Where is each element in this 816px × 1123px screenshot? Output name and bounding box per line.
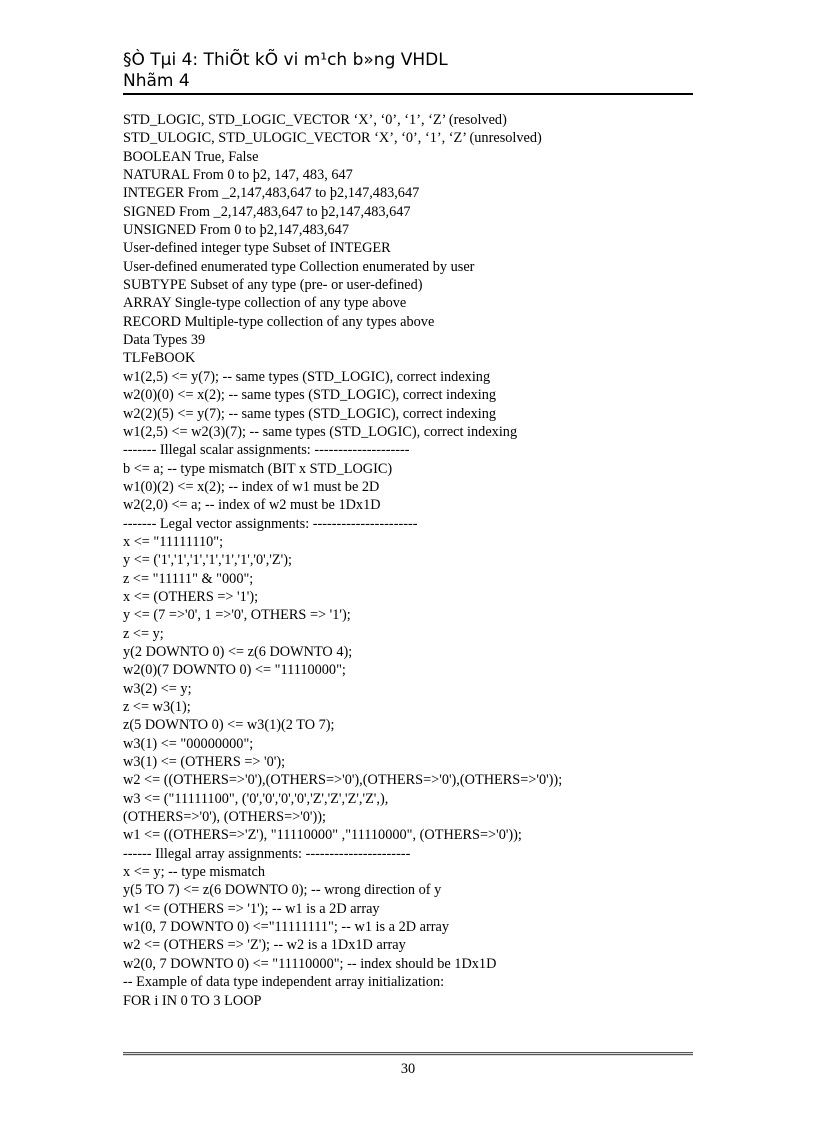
page-number: 30 bbox=[400, 1061, 416, 1077]
text-line: STD_LOGIC, STD_LOGIC_VECTOR ‘X’, ‘0’, ‘1’, ‘Z’ (resolved) bbox=[123, 112, 507, 128]
text-line: SIGNED From _2,147,483,647 to þ2,147,483,647 bbox=[123, 203, 411, 220]
text-line: w3(1) <= "00000000"; bbox=[123, 735, 254, 752]
footer-divider bbox=[123, 1052, 693, 1056]
text-line: NATURAL From 0 to þ2, 147, 483, 647 bbox=[123, 167, 353, 184]
text-line: w2(2)(5) <= y(7); -- same types (STD_LOGIC), correct indexing bbox=[123, 405, 497, 422]
text-line: y <= (7 =>'0', 1 =>'0', OTHERS => '1'); bbox=[123, 607, 351, 624]
text-line: User-defined integer type Subset of INTEGER bbox=[123, 240, 391, 257]
text-line: w3(1) <= (OTHERS => '0'); bbox=[123, 754, 286, 771]
text-line: z <= y; bbox=[123, 625, 164, 642]
text-line: -- Example of data type independent array initialization: bbox=[123, 974, 445, 991]
text-line: y <= ('1','1','1','1','1','1','0','Z'); bbox=[123, 552, 292, 569]
text-line: w1 <= (OTHERS => '1'); -- w1 is a 2D array bbox=[123, 900, 380, 917]
text-line: w1(2,5) <= w2(3)(7); -- same types (STD_LOGIC), correct indexing bbox=[123, 423, 518, 440]
text-line: w2 <= (OTHERS => 'Z'); -- w2 is a 1Dx1D array bbox=[123, 937, 406, 954]
text-line: RECORD Multiple-type collection of any types above bbox=[123, 313, 435, 330]
text-line: x <= y; -- type mismatch bbox=[123, 864, 265, 881]
text-line: STD_ULOGIC, STD_ULOGIC_VECTOR ‘X’, ‘0’, ‘1’, ‘Z’ (unresolved) bbox=[123, 130, 542, 147]
text-line: y(2 DOWNTO 0) <= z(6 DOWNTO 4); bbox=[123, 643, 353, 660]
text-line: z <= "11111" & "000"; bbox=[123, 570, 254, 587]
text-line: FOR i IN 0 TO 3 LOOP bbox=[123, 992, 262, 1009]
text-line: User-defined enumerated type Collection enumerated by user bbox=[123, 258, 475, 275]
header-group: Nhãm 4 bbox=[123, 71, 190, 91]
body-text bbox=[123, 111, 693, 1010]
header-divider bbox=[123, 93, 693, 95]
text-line: SUBTYPE Subset of any type (pre- or user-defined) bbox=[123, 277, 423, 294]
text-line: x <= (OTHERS => '1'); bbox=[123, 588, 259, 605]
text-line: w1 <= ((OTHERS=>'Z'), "11110000" ,"11110000", (OTHERS=>'0')); bbox=[123, 827, 522, 844]
text-line: (OTHERS=>'0'), (OTHERS=>'0')); bbox=[123, 809, 326, 826]
text-line: Data Types 39 bbox=[123, 332, 206, 349]
text-line: w1(0)(2) <= x(2); -- index of w1 must be 2D bbox=[123, 478, 380, 495]
header-title: §Ò Tµi 4: ThiÕt kÕ vi m¹ch b»ng VHDL bbox=[123, 50, 448, 70]
text-line: w2(2,0) <= a; -- index of w2 must be 1Dx1D bbox=[123, 497, 381, 514]
text-line: w2(0)(0) <= x(2); -- same types (STD_LOGIC), correct indexing bbox=[123, 387, 497, 404]
text-line: b <= a; -- type mismatch (BIT x STD_LOGIC) bbox=[123, 460, 393, 477]
text-line: w2 <= ((OTHERS=>'0'),(OTHERS=>'0'),(OTHERS=>'0'),(OTHERS=>'0')); bbox=[123, 772, 563, 789]
text-line: w3 <= ("11111100", ('0','0','0','0','Z','Z','Z','Z',), bbox=[123, 790, 389, 807]
text-line: ARRAY Single-type collection of any type above bbox=[123, 295, 407, 312]
text-line: x <= "11111110"; bbox=[123, 533, 224, 550]
page-header bbox=[123, 50, 693, 92]
text-line: ------- Illegal scalar assignments: -------------------- bbox=[123, 442, 410, 459]
text-line: y(5 TO 7) <= z(6 DOWNTO 0); -- wrong direction of y bbox=[123, 882, 442, 899]
text-line: UNSIGNED From 0 to þ2,147,483,647 bbox=[123, 222, 349, 239]
text-line: BOOLEAN True, False bbox=[123, 148, 259, 165]
text-line: INTEGER From _2,147,483,647 to þ2,147,483,647 bbox=[123, 185, 420, 202]
text-line: w1(0, 7 DOWNTO 0) <="11111111"; -- w1 is a 2D array bbox=[123, 919, 449, 936]
text-line: w2(0)(7 DOWNTO 0) <= "11110000"; bbox=[123, 662, 346, 679]
text-line: w1(2,5) <= y(7); -- same types (STD_LOGIC), correct indexing bbox=[123, 368, 491, 385]
text-line: ------ Illegal array assignments: ---------------------- bbox=[123, 845, 411, 862]
text-line: w3(2) <= y; bbox=[123, 680, 192, 697]
text-line: z(5 DOWNTO 0) <= w3(1)(2 TO 7); bbox=[123, 717, 335, 734]
text-line: w2(0, 7 DOWNTO 0) <= "11110000"; -- index should be 1Dx1D bbox=[123, 955, 497, 972]
text-line: TLFeBOOK bbox=[123, 350, 196, 367]
text-line: ------- Legal vector assignments: ---------------------- bbox=[123, 515, 418, 532]
text-line: z <= w3(1); bbox=[123, 699, 191, 715]
